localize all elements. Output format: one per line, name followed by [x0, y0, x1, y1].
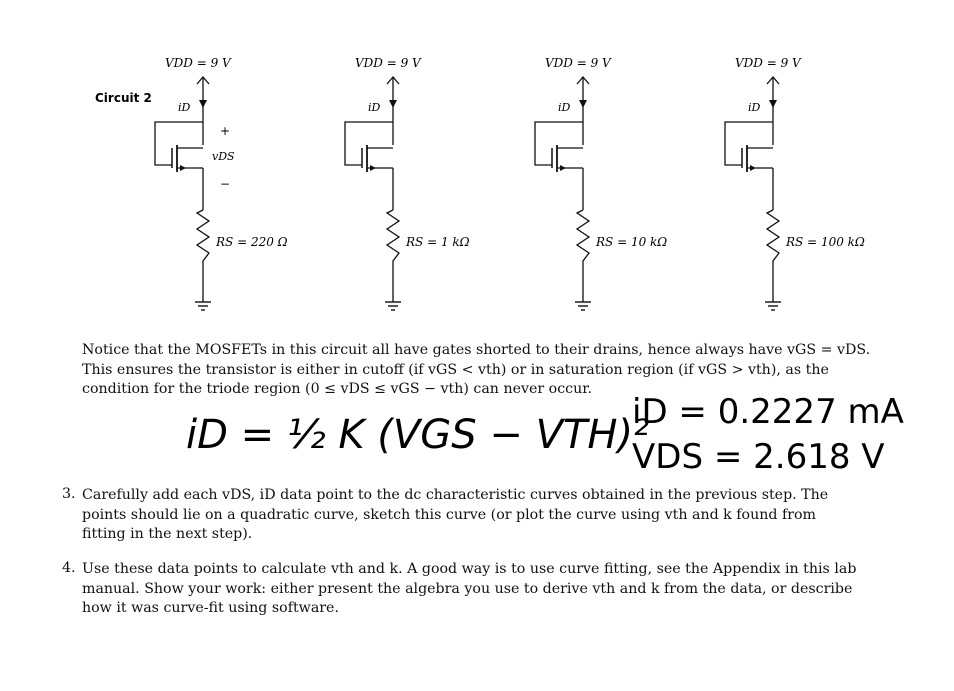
circuit-4-source-arrow-icon [750, 165, 756, 171]
circuit-3-current-label: iD [558, 101, 571, 114]
step-3-text [82, 486, 828, 545]
handwritten-voltage-result: VDS = 2.618 V [632, 437, 885, 477]
handwritten-formula: iD = ½ K (VGS − VTH)² [186, 412, 650, 458]
circuit-4-vdd-label: VDD = 9 V [735, 56, 801, 70]
circuit-4-resistor-label: RS = 100 kΩ [786, 235, 865, 249]
notice-line-2: This ensures the transistor is either in cutoff (if vGS < vth) or in saturation region (if vGS > vth), as the [82, 361, 829, 378]
circuit-1 [155, 56, 288, 310]
step-3-line-1: Carefully add each vDS, iD data point to the dc characteristic curves obtained in the previous step. The [82, 487, 829, 503]
circuit-2-current-label: iD [368, 101, 381, 114]
step-3-line-3: fitting in the next step). [82, 526, 253, 542]
circuit-2-gate-short-wire [345, 122, 393, 165]
circuit-3-source-arrow-icon [560, 165, 566, 171]
circuit-3-gate-short-wire [535, 122, 583, 165]
circuit-label: Circuit 2 [95, 91, 152, 105]
step-3-line-2: points should lie on a quadratic curve, sketch this curve (or plot the curve using vth and k found from [82, 506, 816, 523]
circuit-1-minus-sign: − [220, 177, 231, 191]
notice-line-1: Notice that the MOSFETs in this circuit all have gates shorted to their drains, hence always have vGS = vDS. [82, 342, 871, 358]
circuit-1-gate-short-wire [155, 122, 203, 165]
circuit-schematics [0, 0, 954, 330]
handwritten-current-result: iD = 0.2227 mA [632, 392, 904, 432]
circuit-3-resistor-icon [577, 210, 589, 271]
circuit-1-source-arrow-icon [180, 165, 186, 171]
circuit-4 [725, 56, 865, 310]
circuit-3 [535, 56, 667, 310]
circuit-2-resistor-label: RS = 1 kΩ [406, 235, 470, 249]
circuit-3-vdd-label: VDD = 9 V [545, 56, 611, 70]
circuit-1-current-label: iD [178, 101, 191, 114]
notice-paragraph [82, 341, 870, 400]
step-3-number: 3. [62, 486, 76, 502]
step-4-line-1: Use these data points to calculate vth and k. A good way is to use curve fitting, see the Appendix in this lab [82, 561, 857, 577]
circuit-3-resistor-label: RS = 10 kΩ [596, 235, 668, 249]
circuit-4-resistor-icon [767, 210, 779, 271]
circuit-1-resistor-label: RS = 220 Ω [216, 235, 288, 249]
circuit-2-source-arrow-icon [370, 165, 376, 171]
circuit-4-gate-short-wire [725, 122, 773, 165]
notice-line-3: condition for the triode region (0 ≤ vDS ≤ vGS − vth) can never occur. [82, 381, 592, 397]
circuit-2-resistor-icon [387, 210, 399, 271]
circuit-2 [345, 56, 470, 310]
step-4-text [82, 560, 856, 619]
step-4-line-3: how it was curve-fit using software. [82, 600, 339, 616]
circuit-4-current-label: iD [748, 101, 761, 114]
circuit-1-plus-sign: + [220, 124, 231, 138]
circuit-2-vdd-label: VDD = 9 V [355, 56, 421, 70]
circuit-1-vdd-label: VDD = 9 V [165, 56, 231, 70]
circuit-1-resistor-icon [197, 210, 209, 271]
step-4-line-2: manual. Show your work: either present the algebra you use to derive vth and k from the data, or describe [82, 580, 853, 597]
step-4-number: 4. [62, 560, 76, 576]
circuit-1-vds-label: vDS [212, 150, 235, 163]
